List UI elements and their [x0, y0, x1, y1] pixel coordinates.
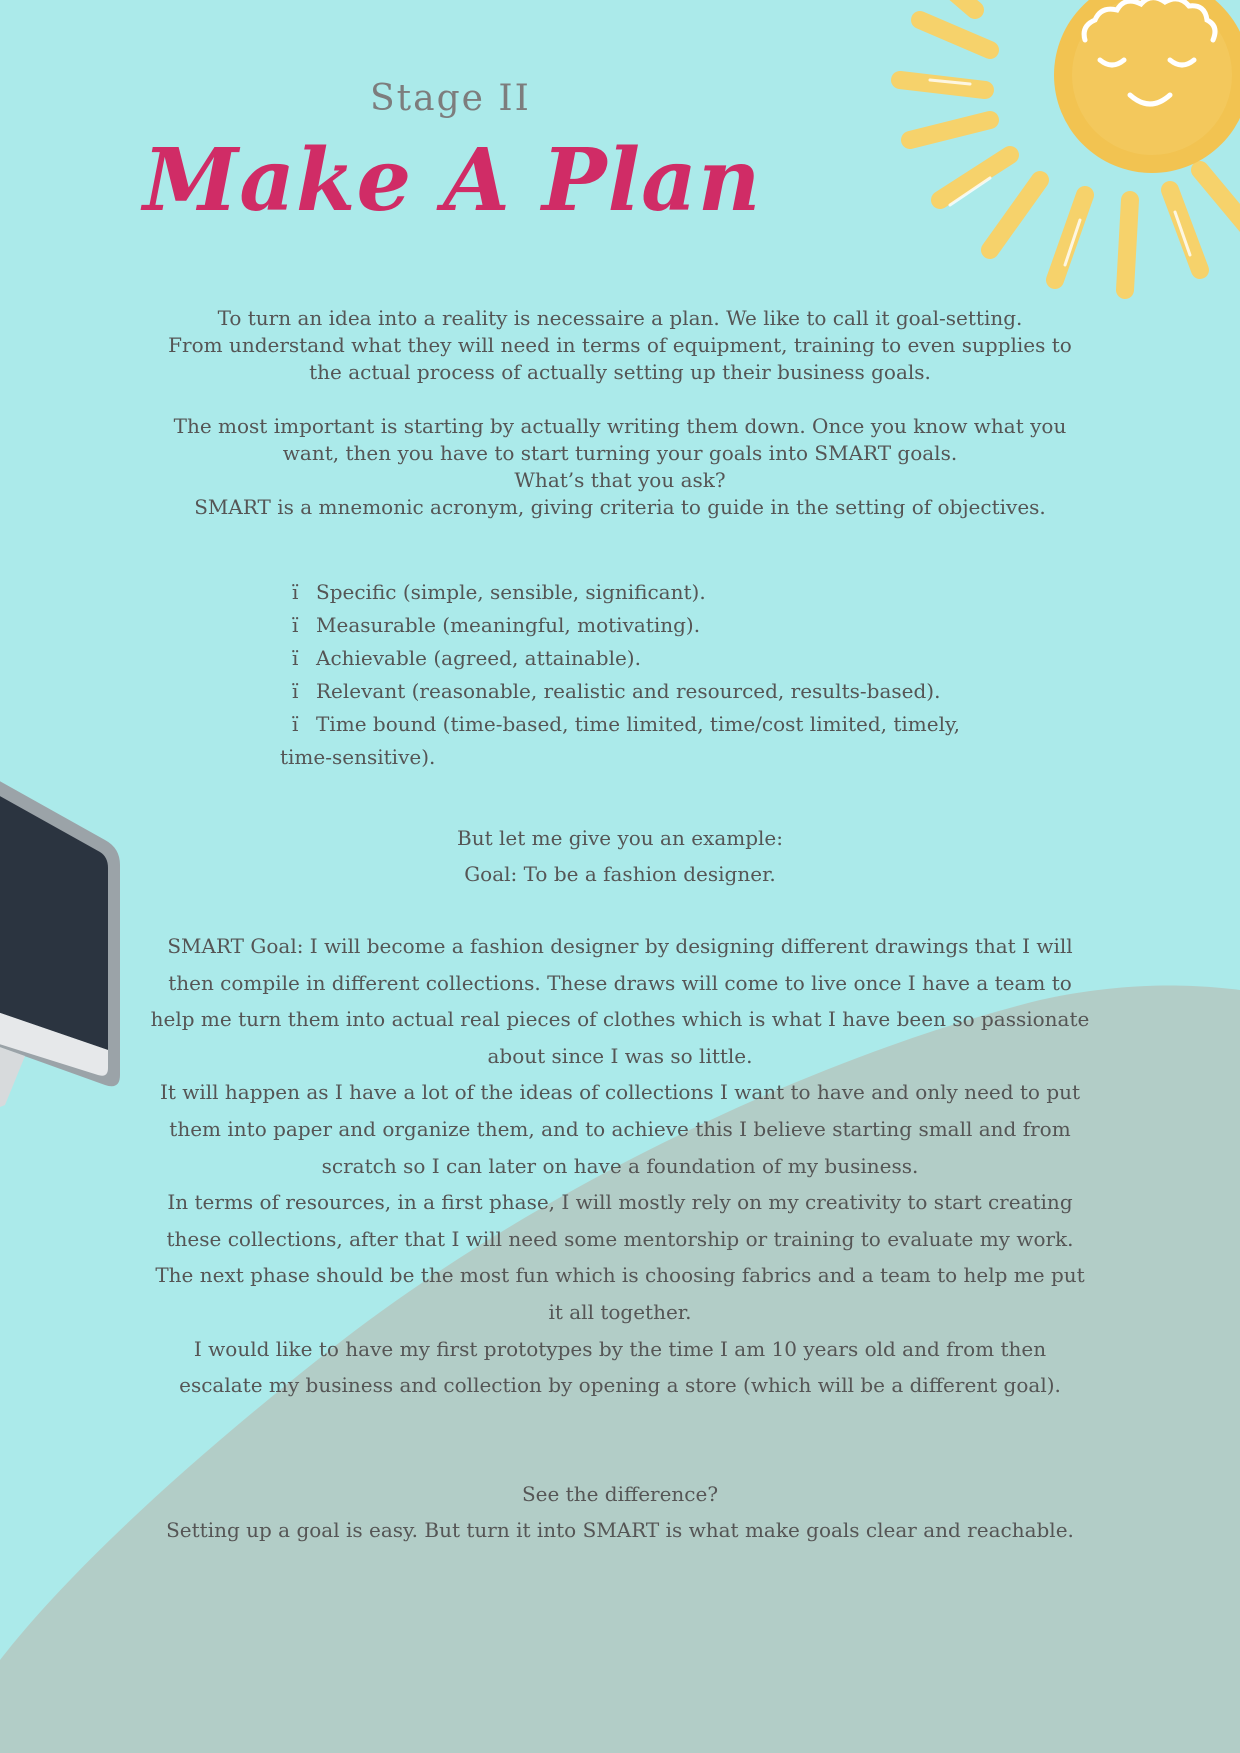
bullet: ï [292, 712, 299, 736]
smart-goal-line: In terms of resources, in a first phase, I will mostly rely on my creativity to start creating [167, 1190, 1073, 1215]
smart-goal-line: escalate my business and collection by opening a store (which will be a different goal). [179, 1373, 1061, 1398]
smart-criteria-list [280, 576, 1040, 774]
smart-goal-line: these collections, after that I will need some mentorship or training to evaluate my work. [166, 1226, 1074, 1251]
list-item: ï Achievable (agreed, attainable). [280, 642, 1040, 675]
intro-line: To turn an idea into a reality is necessaire a plan. We like to call it goal-setting. [217, 306, 1023, 330]
intro-line: the actual process of actually setting up their business goals. [309, 360, 931, 384]
bullet: ï [292, 613, 299, 637]
smart-goal-paragraph [0, 928, 1240, 1404]
bullet: ï [292, 679, 299, 703]
smart-goal-line: it all together. [548, 1299, 692, 1324]
smart-intro-line: What’s that you ask? [514, 468, 726, 492]
bullet: ï [292, 646, 299, 670]
smart-intro-line: The most important is starting by actually writing them down. Once you know what you [173, 414, 1067, 438]
smart-goal-line: them into paper and organize them, and to achieve this I believe starting small and from [169, 1116, 1071, 1141]
smart-intro-line: SMART is a mnemonic acronym, giving criteria to guide in the setting of objectives. [194, 495, 1046, 519]
list-item: ï Relevant (reasonable, realistic and resourced, results-based). [280, 675, 1040, 708]
example-line: But let me give you an example: [457, 826, 783, 850]
smart-goal-line: about since I was so little. [487, 1043, 753, 1068]
smart-intro-line: want, then you have to start turning your goals into SMART goals. [282, 441, 958, 465]
smart-goal-line: The next phase should be the most fun which is choosing fabrics and a team to help me put [155, 1263, 1085, 1288]
intro-paragraph [0, 305, 1240, 386]
smart-goal-line: I would like to have my first prototypes by the time I am 10 years old and from then [193, 1336, 1047, 1361]
closing-line: Setting up a goal is easy. But turn it into SMART is what make goals clear and reachable. [166, 1518, 1074, 1542]
smart-goal-line: It will happen as I have a lot of the ideas of collections I want to have and only need to put [159, 1080, 1081, 1105]
smart-goal-line: help me turn them into actual real pieces of clothes which is what I have been so passionate [150, 1007, 1090, 1032]
smart-goal-line: scratch so I can later on have a foundation of my business. [321, 1153, 919, 1178]
stage-label: Stage II [370, 78, 531, 119]
example-paragraph [0, 820, 1240, 892]
smart-intro-paragraph [0, 413, 1240, 521]
closing-line: See the difference? [521, 1482, 719, 1506]
list-item: ï Measurable (meaningful, motivating). [280, 609, 1040, 642]
closing-paragraph [0, 1476, 1240, 1548]
bullet: ï [292, 580, 299, 604]
example-line: Goal: To be a fashion designer. [464, 862, 776, 886]
page-title: Make A Plan [143, 130, 762, 231]
smart-goal-line: SMART Goal: I will become a fashion designer by designing different drawings that I will [167, 934, 1073, 958]
list-item: ï Time bound (time-based, time limited, time/cost limited, timely, [280, 708, 1040, 741]
list-item: ï Specific (simple, sensible, significant). [280, 576, 1040, 609]
list-item-continuation: time-sensitive). [280, 745, 436, 769]
smart-goal-line: then compile in different collections. These draws will come to live once I have a team to [168, 970, 1072, 995]
intro-line: From understand what they will need in terms of equipment, training to even supplies to [168, 333, 1072, 357]
